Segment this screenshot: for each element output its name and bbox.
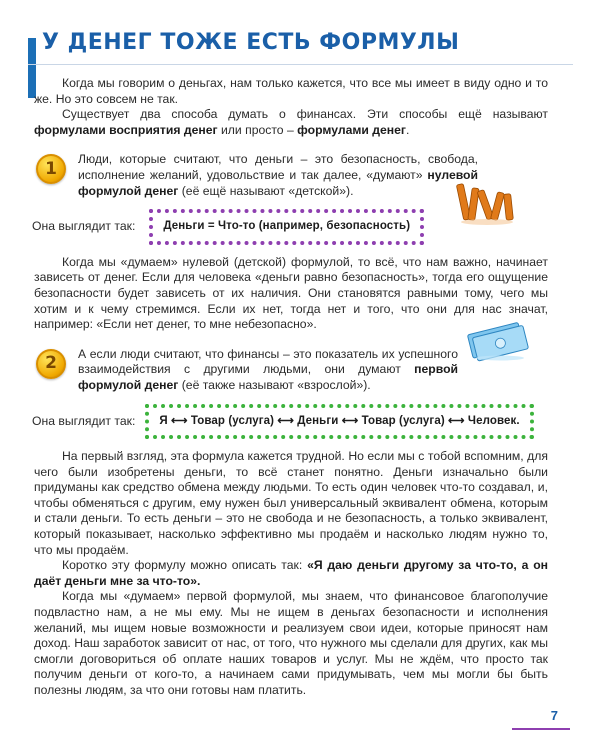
number-badge-2: 2 <box>36 349 66 379</box>
formula-box-zero: Деньги = Что-то (например, безопасность) <box>149 209 424 245</box>
title-divider <box>28 64 573 65</box>
formula-box-first: Я ⟷ Товар (услуга) ⟷ Деньги ⟷ Товар (услуга) ⟷ Человек. <box>145 404 533 440</box>
final-paragraph: Когда мы «думаем» первой формулой, мы знаем, что финансовое благополучие подвластно нам, а не мы ему. Мы не ищем в деньгах безопасности и исполнения желаний, мы ищем новые возможности и реализуем свои идеи, которые приносят нам доход. Наш заработок зависит от нас, от того, что нужного мы сделали для других, как мы смогли договориться об оплате наших товаров и услуг. Мы не ждём, что просто так получим деньги от кого-то, а начинаем сами придумывать, чем мы могли бы быть полезны людям, за что они готовы нам платить. <box>34 589 548 697</box>
formula-lead-2: Она выглядит так: <box>32 413 136 428</box>
item-1-text: Люди, которые считают, что деньги – это безопасность, свобода, исполнение желаний, удовольствие и так далее, «думают» нулевой формулой денег (её ещё называют «детской»). <box>78 152 478 198</box>
formula-lead-1: Она выглядит так: <box>32 219 136 234</box>
formula-row-2 <box>32 404 548 440</box>
paragraph-after-formula-2: На первый взгляд, эта формула кажется трудной. Но если мы с тобой вспомним, для чего были изобретены деньги, то всё станет понятно. Деньги изначально были придуманы как средство обмена между людьми. То есть один человек что-то создавал, и, чтобы обменяться с другим, ему нужен был универсальный эквивалент обмена, которым и стали деньги. То есть деньги – это не свобода и не безопасность, а только эквивалент, который показывает, насколько эффективно мы продаём и насколько людям нужно то, что мы продаём. <box>34 449 548 557</box>
formula-row-1 <box>32 209 548 245</box>
page-number-underline <box>512 728 570 730</box>
item-2-text: А если люди считают, что финансы – это показатель их успешного взаимодействия с другими людьми, они думают первой формулой денег (её также называют «взрослой»). <box>78 346 459 392</box>
intro-paragraph-1: Когда мы говорим о деньгах, нам только кажется, что все мы имеет в виду одно и то же. Но это совсем не так. <box>34 76 548 106</box>
item-1 <box>34 152 548 199</box>
short-formula-paragraph: Коротко эту формулу можно описать так: «Я даю деньги другому за что-то, а он даёт деньги мне за что-то». <box>34 558 548 588</box>
page-number: 7 <box>550 708 558 723</box>
page-title: У ДЕНЕГ ТОЖЕ ЕСТЬ ФОРМУЛЫ <box>42 30 460 55</box>
number-badge-1: 1 <box>36 154 66 184</box>
paragraph-after-formula-1: Когда мы «думаем» нулевой (детской) формулой, то всё, что нам важно, начинает зависеть от денег. Если для человека «деньги равно безопасность», тогда его ощущение безопасности будет зависеть от их наличия. Они становятся равными тому, чего мы хотим и к чему стремимся. Если их нет, тогда нет и того, что они для нас значат, например: «Если нет денег, то мне небезопасно». <box>34 254 548 332</box>
intro-paragraph-2: Существует два способа думать о финансах. Эти способы ещё называют формулами восприятия денег или просто – формулами денег. <box>34 107 548 137</box>
item-2 <box>34 347 548 394</box>
page-content <box>34 76 548 699</box>
